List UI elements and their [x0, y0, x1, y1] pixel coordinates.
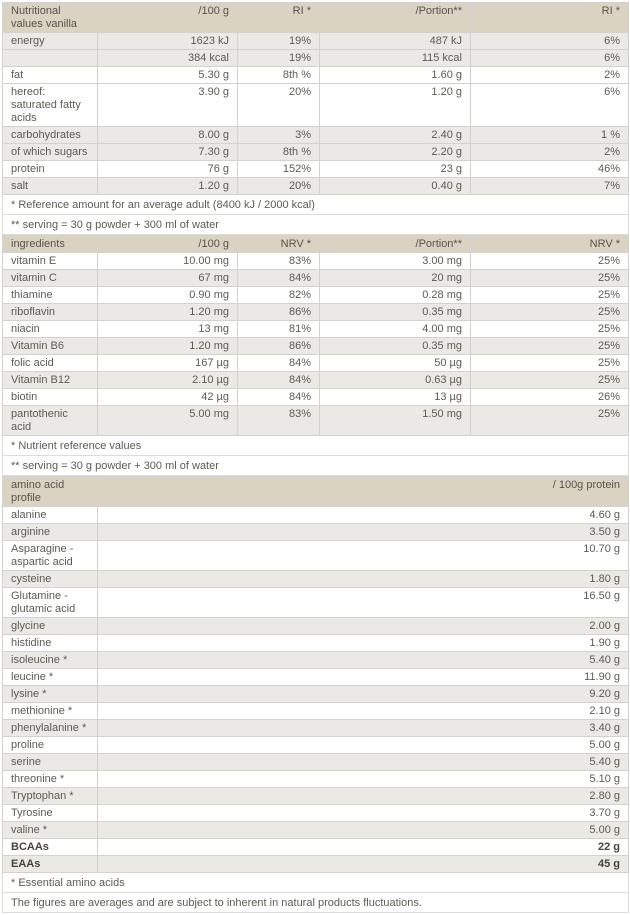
amino-acid-label-cell: histidine — [3, 635, 98, 652]
nutrient-label-cell: of which sugars — [3, 144, 98, 161]
column-header-per-100g: /100 g — [98, 236, 238, 253]
table-row — [3, 737, 629, 754]
table-row — [3, 686, 629, 703]
ingredients-footnotes — [3, 436, 629, 476]
amino-acid-value-cell: 11.90 g — [98, 669, 629, 686]
amino-acid-value-cell: 5.00 g — [98, 737, 629, 754]
ri-value-cell: 3% — [238, 127, 320, 144]
per-portion-value-cell: 0.35 mg — [320, 304, 471, 321]
nutritional-values-table — [2, 2, 629, 235]
footnote-text: The figures are averages and are subject to inherent in natural products fluctuations. — [3, 893, 629, 913]
table-row — [3, 652, 629, 669]
amino-acid-value-cell: 3.70 g — [98, 805, 629, 822]
table-row — [3, 161, 629, 178]
amino-acid-profile-table — [2, 476, 629, 913]
amino-acid-value-cell: 5.40 g — [98, 754, 629, 771]
amino-acid-label-cell: isoleucine * — [3, 652, 98, 669]
amino-acid-label-cell: glycine — [3, 618, 98, 635]
nrv-value-cell: 82% — [238, 287, 320, 304]
table-row — [3, 588, 629, 618]
amino-acid-value-cell: 5.10 g — [98, 771, 629, 788]
nutrient-label-cell: carbohydrates — [3, 127, 98, 144]
table-row — [3, 669, 629, 686]
ingredient-label-cell: niacin — [3, 321, 98, 338]
column-header-ri-portion: RI * — [471, 3, 629, 33]
footnote-row — [3, 436, 629, 456]
per-100g-value-cell: 42 µg — [98, 389, 238, 406]
per-100g-value-cell: 1.20 mg — [98, 304, 238, 321]
footnote-row — [3, 893, 629, 913]
footnote-row — [3, 195, 629, 215]
amino-acid-label-cell: threonine * — [3, 771, 98, 788]
nutritional-values-footnotes — [3, 195, 629, 235]
per-portion-value-cell: 1.20 g — [320, 84, 471, 127]
ri-portion-value-cell: 2% — [471, 67, 629, 84]
amino-acid-value-cell: 1.80 g — [98, 571, 629, 588]
amino-acid-value-cell: 9.20 g — [98, 686, 629, 703]
per-portion-value-cell: 2.20 g — [320, 144, 471, 161]
per-portion-value-cell: 13 µg — [320, 389, 471, 406]
ri-value-cell: 152% — [238, 161, 320, 178]
table-row — [3, 856, 629, 873]
ingredient-label-cell: vitamin E — [3, 253, 98, 270]
table-row — [3, 33, 629, 50]
nutrient-label-cell: energy — [3, 33, 98, 50]
column-header-amino-acid-profile: amino acid profile — [3, 477, 98, 507]
table-row — [3, 839, 629, 856]
column-header-per-portion: /Portion** — [320, 236, 471, 253]
nutrient-label-cell: salt — [3, 178, 98, 195]
ri-value-cell: 20% — [238, 178, 320, 195]
ri-portion-value-cell: 7% — [471, 178, 629, 195]
per-100g-value-cell: 5.00 mg — [98, 406, 238, 436]
amino-acid-label-cell: cysteine — [3, 571, 98, 588]
table-row — [3, 389, 629, 406]
ri-value-cell: 19% — [238, 33, 320, 50]
nutrient-label-cell — [3, 50, 98, 67]
footnote-row — [3, 873, 629, 893]
ingredients-header-row — [3, 236, 629, 253]
amino-acid-label-cell: Glutamine - glutamic acid — [3, 588, 98, 618]
column-header-ri: RI * — [238, 3, 320, 33]
nrv-value-cell: 86% — [238, 338, 320, 355]
footnote-text: * Reference amount for an average adult (8400 kJ / 2000 kcal) — [3, 195, 629, 215]
amino-acid-label-cell: lysine * — [3, 686, 98, 703]
ingredient-label-cell: riboflavin — [3, 304, 98, 321]
ingredient-label-cell: pantothenic acid — [3, 406, 98, 436]
per-100g-value-cell: 3.90 g — [98, 84, 238, 127]
nutrient-label-cell: protein — [3, 161, 98, 178]
table-row — [3, 127, 629, 144]
amino-acid-label-cell: serine — [3, 754, 98, 771]
nrv-value-cell: 83% — [238, 253, 320, 270]
table-row — [3, 788, 629, 805]
per-portion-value-cell: 1.50 mg — [320, 406, 471, 436]
nutritional-values-header-row — [3, 3, 629, 33]
per-100g-value-cell: 76 g — [98, 161, 238, 178]
footnote-text: ** serving = 30 g powder + 300 ml of water — [3, 456, 629, 476]
nrv-portion-value-cell: 25% — [471, 270, 629, 287]
per-100g-value-cell: 1.20 g — [98, 178, 238, 195]
ri-portion-value-cell: 6% — [471, 84, 629, 127]
table-row — [3, 571, 629, 588]
amino-acid-value-cell: 3.50 g — [98, 524, 629, 541]
ingredients-table — [2, 235, 629, 476]
column-header-ingredients: ingredients — [3, 236, 98, 253]
table-row — [3, 541, 629, 571]
amino-acid-label-cell: Asparagine - aspartic acid — [3, 541, 98, 571]
amino-acid-value-cell: 2.10 g — [98, 703, 629, 720]
footnote-text: ** serving = 30 g powder + 300 ml of water — [3, 215, 629, 235]
nutrient-label-cell: hereof: saturated fatty acids — [3, 84, 98, 127]
per-portion-value-cell: 2.40 g — [320, 127, 471, 144]
ingredient-label-cell: vitamin C — [3, 270, 98, 287]
table-row — [3, 771, 629, 788]
footnote-row — [3, 456, 629, 476]
per-portion-value-cell: 0.28 mg — [320, 287, 471, 304]
per-100g-value-cell: 67 mg — [98, 270, 238, 287]
table-row — [3, 618, 629, 635]
ri-portion-value-cell: 2% — [471, 144, 629, 161]
per-100g-value-cell: 13 mg — [98, 321, 238, 338]
per-100g-value-cell: 1623 kJ — [98, 33, 238, 50]
amino-acid-value-cell: 5.00 g — [98, 822, 629, 839]
amino-acid-label-cell: Tyrosine — [3, 805, 98, 822]
amino-acid-label-cell: methionine * — [3, 703, 98, 720]
per-portion-value-cell: 4.00 mg — [320, 321, 471, 338]
amino-acid-label-cell: BCAAs — [3, 839, 98, 856]
ingredient-label-cell: Vitamin B12 — [3, 372, 98, 389]
per-100g-value-cell: 10.00 mg — [98, 253, 238, 270]
nrv-portion-value-cell: 25% — [471, 304, 629, 321]
per-100g-value-cell: 7.30 g — [98, 144, 238, 161]
column-header-per-100g: /100 g — [98, 3, 238, 33]
amino-acid-value-cell: 2.80 g — [98, 788, 629, 805]
table-row — [3, 253, 629, 270]
table-row — [3, 754, 629, 771]
table-row — [3, 635, 629, 652]
per-portion-value-cell: 1.60 g — [320, 67, 471, 84]
amino-acid-value-cell: 22 g — [98, 839, 629, 856]
table-row — [3, 524, 629, 541]
ri-value-cell: 20% — [238, 84, 320, 127]
nrv-portion-value-cell: 25% — [471, 287, 629, 304]
table-row — [3, 304, 629, 321]
ri-portion-value-cell: 1 % — [471, 127, 629, 144]
ri-portion-value-cell: 6% — [471, 50, 629, 67]
amino-acid-label-cell: phenylalanine * — [3, 720, 98, 737]
per-100g-value-cell: 167 µg — [98, 355, 238, 372]
amino-acid-label-cell: EAAs — [3, 856, 98, 873]
per-100g-value-cell: 8.00 g — [98, 127, 238, 144]
table-row — [3, 720, 629, 737]
column-header-per-100g-protein: / 100g protein — [98, 477, 629, 507]
table-row — [3, 84, 629, 127]
ingredient-label-cell: thiamine — [3, 287, 98, 304]
table-row — [3, 67, 629, 84]
amino-acid-value-cell: 4.60 g — [98, 507, 629, 524]
table-row — [3, 178, 629, 195]
nrv-value-cell: 84% — [238, 372, 320, 389]
amino-acid-label-cell: leucine * — [3, 669, 98, 686]
ri-value-cell: 8th % — [238, 67, 320, 84]
per-portion-value-cell: 487 kJ — [320, 33, 471, 50]
nrv-portion-value-cell: 25% — [471, 355, 629, 372]
per-portion-value-cell: 20 mg — [320, 270, 471, 287]
per-portion-value-cell: 0.35 mg — [320, 338, 471, 355]
amino-acid-footnotes — [3, 873, 629, 913]
nrv-value-cell: 84% — [238, 355, 320, 372]
amino-acid-label-cell: alanine — [3, 507, 98, 524]
nrv-value-cell: 83% — [238, 406, 320, 436]
amino-acid-value-cell: 10.70 g — [98, 541, 629, 571]
table-row — [3, 144, 629, 161]
table-row — [3, 507, 629, 524]
nrv-portion-value-cell: 25% — [471, 338, 629, 355]
ingredient-label-cell: folic acid — [3, 355, 98, 372]
nutrient-label-cell: fat — [3, 67, 98, 84]
per-portion-value-cell: 115 kcal — [320, 50, 471, 67]
amino-acid-value-cell: 1.90 g — [98, 635, 629, 652]
ingredient-label-cell: Vitamin B6 — [3, 338, 98, 355]
per-100g-value-cell: 0.90 mg — [98, 287, 238, 304]
amino-acid-value-cell: 3.40 g — [98, 720, 629, 737]
amino-acid-value-cell: 5.40 g — [98, 652, 629, 669]
nrv-portion-value-cell: 26% — [471, 389, 629, 406]
footnote-text: * Nutrient reference values — [3, 436, 629, 456]
ri-value-cell: 8th % — [238, 144, 320, 161]
nrv-value-cell: 81% — [238, 321, 320, 338]
per-100g-value-cell: 5.30 g — [98, 67, 238, 84]
column-header-nrv: NRV * — [238, 236, 320, 253]
nrv-portion-value-cell: 25% — [471, 372, 629, 389]
per-portion-value-cell: 0.40 g — [320, 178, 471, 195]
nrv-value-cell: 86% — [238, 304, 320, 321]
column-header-nrv-portion: NRV * — [471, 236, 629, 253]
nrv-value-cell: 84% — [238, 389, 320, 406]
nrv-portion-value-cell: 25% — [471, 406, 629, 436]
column-header-nutritional-values-vanilla: Nutritional values vanilla — [3, 3, 98, 33]
table-row — [3, 287, 629, 304]
amino-acid-label-cell: Tryptophan * — [3, 788, 98, 805]
table-row — [3, 338, 629, 355]
ingredient-label-cell: biotin — [3, 389, 98, 406]
per-100g-value-cell: 1.20 mg — [98, 338, 238, 355]
table-row — [3, 406, 629, 436]
table-row — [3, 372, 629, 389]
amino-acid-value-cell: 45 g — [98, 856, 629, 873]
footnote-text: * Essential amino acids — [3, 873, 629, 893]
per-portion-value-cell: 0.63 µg — [320, 372, 471, 389]
ri-value-cell: 19% — [238, 50, 320, 67]
table-row — [3, 270, 629, 287]
footnote-row — [3, 215, 629, 235]
per-100g-value-cell: 384 kcal — [98, 50, 238, 67]
table-row — [3, 822, 629, 839]
table-row — [3, 805, 629, 822]
per-portion-value-cell: 3.00 mg — [320, 253, 471, 270]
amino-acid-value-cell: 2.00 g — [98, 618, 629, 635]
amino-acid-label-cell: proline — [3, 737, 98, 754]
table-row — [3, 355, 629, 372]
table-row — [3, 703, 629, 720]
ri-portion-value-cell: 46% — [471, 161, 629, 178]
ri-portion-value-cell: 6% — [471, 33, 629, 50]
table-row — [3, 321, 629, 338]
per-portion-value-cell: 23 g — [320, 161, 471, 178]
per-portion-value-cell: 50 µg — [320, 355, 471, 372]
amino-acid-value-cell: 16.50 g — [98, 588, 629, 618]
column-header-per-portion: /Portion** — [320, 3, 471, 33]
nrv-portion-value-cell: 25% — [471, 321, 629, 338]
nrv-value-cell: 84% — [238, 270, 320, 287]
table-row — [3, 50, 629, 67]
amino-acid-header-row — [3, 477, 629, 507]
nrv-portion-value-cell: 25% — [471, 253, 629, 270]
amino-acid-label-cell: valine * — [3, 822, 98, 839]
amino-acid-label-cell: arginine — [3, 524, 98, 541]
per-100g-value-cell: 2.10 µg — [98, 372, 238, 389]
